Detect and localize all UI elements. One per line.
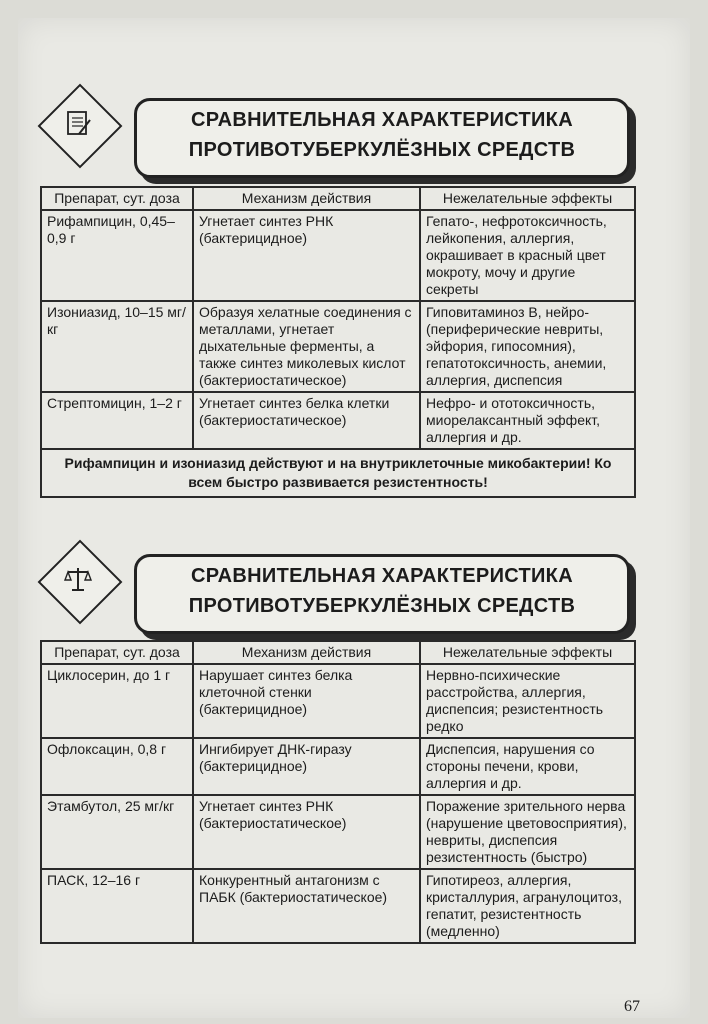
section-1 (36, 88, 636, 490)
section-header (36, 88, 636, 184)
table-row (41, 210, 635, 301)
effects-cell: Гепато-, нефротоксичность, лейкопения, аллергия, окрашивает в красный цвет мокроту, мочу и другие секреты (420, 210, 635, 301)
drug-cell: Этамбутол, 25 мг/кг (41, 795, 193, 869)
title-line-2: ПРОТИВОТУБЕРКУЛЁЗНЫХ СРЕДСТВ (188, 139, 576, 161)
header-mechanism: Механизм действия (193, 187, 420, 210)
page-number: 67 (624, 998, 640, 1015)
effects-cell: Диспепсия, нарушения со стороны печени, крови, аллергия и др. (420, 738, 635, 795)
effects-cell: Гиповитаминоз В, нейро-(периферические невриты, эйфория, гипосомния), гепатотоксичность, анемии, аллергия, диспепсия (420, 301, 635, 392)
effects-cell: Гипотиреоз, аллергия, кристаллурия, агранулоцитоз, гепатит, резистентность (медленно) (420, 869, 635, 943)
title-line-2: ПРОТИВОТУБЕРКУЛЁЗНЫХ СРЕДСТВ (188, 595, 576, 617)
header-drug: Препарат, сут. доза (41, 187, 193, 210)
table-row (41, 301, 635, 392)
note-text: Рифампицин и изониазид действуют и на внутриклеточные микобактерии! Ко всем быстро развивается резистентность! (41, 449, 635, 497)
mechanism-cell: Угнетает синтез РНК (бактериостатическое) (193, 795, 420, 869)
mechanism-cell: Угнетает синтез РНК (бактерицидное) (193, 210, 420, 301)
mechanism-cell: Угнетает синтез белка клетки (бактериостатическое) (193, 392, 420, 449)
notebook-icon (62, 108, 94, 140)
effects-cell: Поражение зрительного нерва (нарушение цветовосприятия), невриты, диспепсия резистентность (быстро) (420, 795, 635, 869)
table-header-row (41, 641, 635, 664)
drug-table-2 (40, 640, 636, 944)
drug-cell: Стрептомицин, 1–2 г (41, 392, 193, 449)
mechanism-cell: Нарушает синтез белка клеточной стенки (бактерицидное) (193, 664, 420, 738)
header-effects: Нежелательные эффекты (420, 187, 635, 210)
table-row (41, 738, 635, 795)
title-banner (134, 554, 630, 634)
drug-cell: Изониазид, 10–15 мг/кг (41, 301, 193, 392)
table-header-row (41, 187, 635, 210)
drug-cell: Рифампицин, 0,45–0,9 г (41, 210, 193, 301)
table-row (41, 869, 635, 943)
title-line-1: СРАВНИТЕЛЬНАЯ ХАРАКТЕРИСТИКА (191, 109, 573, 131)
book-page (18, 18, 690, 1018)
scales-icon (62, 564, 94, 596)
drug-cell: ПАСК, 12–16 г (41, 869, 193, 943)
effects-cell: Нервно-психические расстройства, аллергия, диспепсия; резистентность редко (420, 664, 635, 738)
header-drug: Препарат, сут. доза (41, 641, 193, 664)
table-row (41, 664, 635, 738)
table-row (41, 795, 635, 869)
header-mechanism: Механизм действия (193, 641, 420, 664)
drug-table-1 (40, 186, 636, 498)
drug-cell: Офлоксацин, 0,8 г (41, 738, 193, 795)
mechanism-cell: Конкурентный антагонизм с ПАБК (бактериостатическое) (193, 869, 420, 943)
header-effects: Нежелательные эффекты (420, 641, 635, 664)
section-2 (36, 544, 636, 939)
section-header (36, 544, 636, 640)
title-line-1: СРАВНИТЕЛЬНАЯ ХАРАКТЕРИСТИКА (191, 565, 573, 587)
mechanism-cell: Ингибирует ДНК-гиразу (бактерицидное) (193, 738, 420, 795)
mechanism-cell: Образуя хелатные соединения с металлами, угнетает дыхательные ферменты, а также синтез миколевых кислот (бактериостатическое) (193, 301, 420, 392)
note-row (41, 449, 635, 497)
title-banner (134, 98, 630, 178)
effects-cell: Нефро- и ототоксичность, миорелаксантный эффект, аллергия и др. (420, 392, 635, 449)
table-row (41, 392, 635, 449)
drug-cell: Циклосерин, до 1 г (41, 664, 193, 738)
